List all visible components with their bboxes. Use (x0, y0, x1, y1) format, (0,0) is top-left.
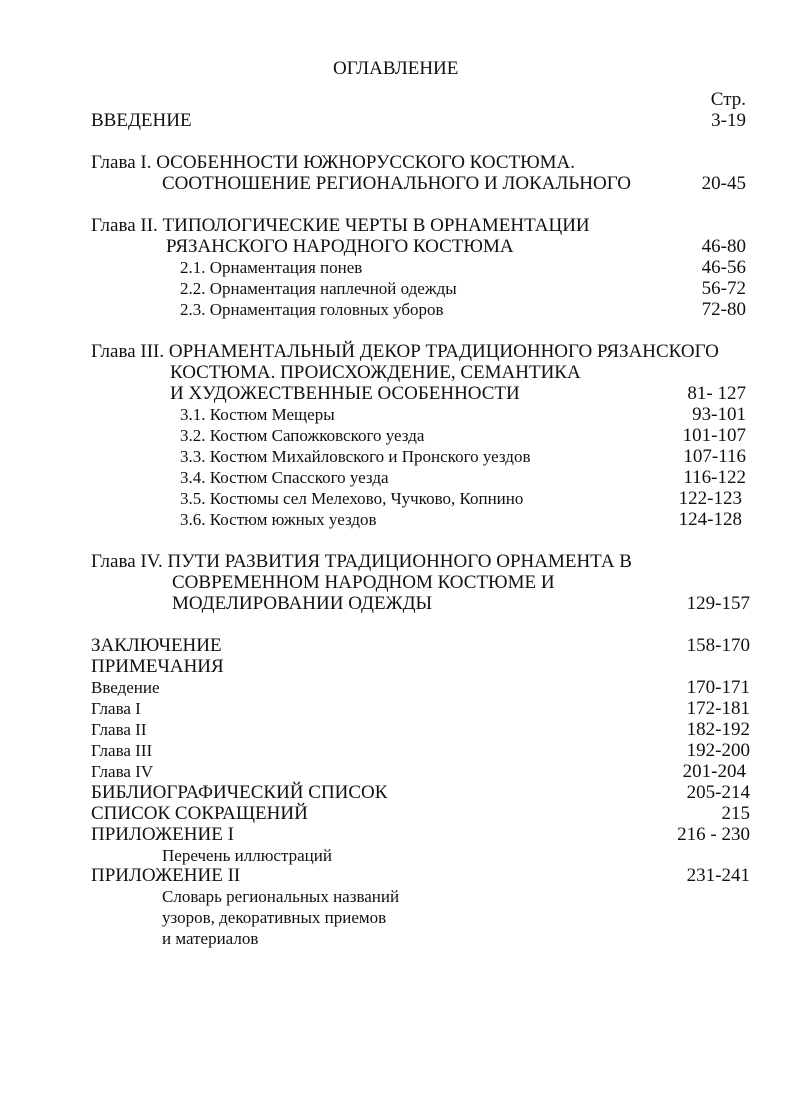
conclusion-label: ЗАКЛЮЧЕНИЕ (91, 635, 222, 656)
notes-label: ПРИМЕЧАНИЯ (91, 656, 224, 677)
bibliography-pages: 205-214 (686, 782, 750, 803)
ch2-section-1: 2.1. Орнаментация понев (180, 258, 363, 277)
notes-item-ch2-pages: 182-192 (686, 719, 750, 740)
notes-item-ch4-pages: 201-204 (682, 761, 746, 782)
ch3-section-1: 3.1. Костюм Мещеры (180, 405, 335, 424)
ch1-title-line1: Глава I. ОСОБЕННОСТИ ЮЖНОРУССКОГО КОСТЮМА. (91, 152, 575, 173)
appendix1-sub: Перечень иллюстраций (162, 846, 332, 865)
notes-item-ch2: Глава II (91, 720, 147, 739)
ch2-pages: 46-80 (701, 236, 746, 257)
ch3-section-3-pages: 107-116 (683, 446, 746, 467)
ch3-section-2: 3.2. Костюм Сапожковского уезда (180, 426, 425, 445)
notes-item-ch3: Глава III (91, 741, 153, 760)
ch3-section-6-pages: 124-128 (678, 509, 742, 530)
ch3-section-4: 3.4. Костюм Спасского уезда (180, 468, 389, 487)
abbreviations-label: СПИСОК СОКРАЩЕНИЙ (91, 803, 308, 824)
ch3-section-2-pages: 101-107 (682, 425, 746, 446)
ch4-title-line2: СОВРЕМЕННОМ НАРОДНОМ КОСТЮМЕ И (172, 572, 555, 593)
ch4-pages: 129-157 (686, 593, 750, 614)
ch3-section-5: 3.5. Костюмы сел Мелехово, Чучково, Копнино (180, 489, 524, 508)
appendix1-label: ПРИЛОЖЕНИЕ I (91, 824, 234, 845)
ch3-section-3: 3.3. Костюм Михайловского и Пронского уездов (180, 447, 531, 466)
ch2-section-3-pages: 72-80 (701, 299, 746, 320)
ch3-section-1-pages: 93-101 (692, 404, 746, 425)
ch2-section-1-pages: 46-56 (701, 257, 746, 278)
appendix1-pages: 216 - 230 (677, 824, 750, 845)
ch2-title-line2: РЯЗАНСКОГО НАРОДНОГО КОСТЮМА (166, 236, 514, 257)
abbreviations-pages: 215 (721, 803, 750, 824)
ch2-section-2-pages: 56-72 (701, 278, 746, 299)
appendix2-sub3: и материалов (162, 929, 259, 948)
intro-pages: 3-19 (711, 110, 746, 131)
page-column-header: Стр. (710, 89, 746, 110)
bibliography-label: БИБЛИОГРАФИЧЕСКИЙ СПИСОК (91, 782, 388, 803)
ch2-title-line1: Глава II. ТИПОЛОГИЧЕСКИЕ ЧЕРТЫ В ОРНАМЕНТАЦИИ (91, 215, 590, 236)
conclusion-pages: 158-170 (686, 635, 750, 656)
ch3-section-6: 3.6. Костюм южных уездов (180, 510, 377, 529)
notes-item-ch1: Глава I (91, 699, 141, 718)
ch4-title-line1: Глава IV. ПУТИ РАЗВИТИЯ ТРАДИЦИОННОГО ОРНАМЕНТА В (91, 551, 632, 572)
intro-label: ВВЕДЕНИЕ (91, 110, 192, 131)
ch3-section-5-pages: 122-123 (678, 488, 742, 509)
notes-item-ch1-pages: 172-181 (686, 698, 750, 719)
ch1-pages: 20-45 (701, 173, 746, 194)
ch3-pages: 81- 127 (687, 383, 746, 404)
appendix2-label: ПРИЛОЖЕНИЕ II (91, 865, 241, 886)
ch3-title-line2: КОСТЮМА. ПРОИСХОЖДЕНИЕ, СЕМАНТИКА (170, 362, 581, 383)
notes-item-intro: Введение (91, 678, 160, 697)
appendix2-pages: 231-241 (686, 865, 750, 886)
ch2-section-3: 2.3. Орнаментация головных уборов (180, 300, 444, 319)
notes-item-intro-pages: 170-171 (686, 677, 750, 698)
ch2-section-2: 2.2. Орнаментация наплечной одежды (180, 279, 457, 298)
notes-item-ch4: Глава IV (91, 762, 154, 781)
ch4-title-line3: МОДЕЛИРОВАНИИ ОДЕЖДЫ (172, 593, 433, 614)
ch3-section-4-pages: 116-122 (683, 467, 746, 488)
notes-item-ch3-pages: 192-200 (686, 740, 750, 761)
page-title: ОГЛАВЛЕНИЕ (333, 58, 459, 79)
ch3-title-line1: Глава III. ОРНАМЕНТАЛЬНЫЙ ДЕКОР ТРАДИЦИОННОГО РЯЗАНСКОГО (91, 341, 719, 362)
appendix2-sub1: Словарь региональных названий (162, 887, 400, 906)
ch3-title-line3: И ХУДОЖЕСТВЕННЫЕ ОСОБЕННОСТИ (170, 383, 520, 404)
ch1-title-line2: СООТНОШЕНИЕ РЕГИОНАЛЬНОГО И ЛОКАЛЬНОГО (162, 173, 631, 194)
appendix2-sub2: узоров, декоративных приемов (162, 908, 387, 927)
